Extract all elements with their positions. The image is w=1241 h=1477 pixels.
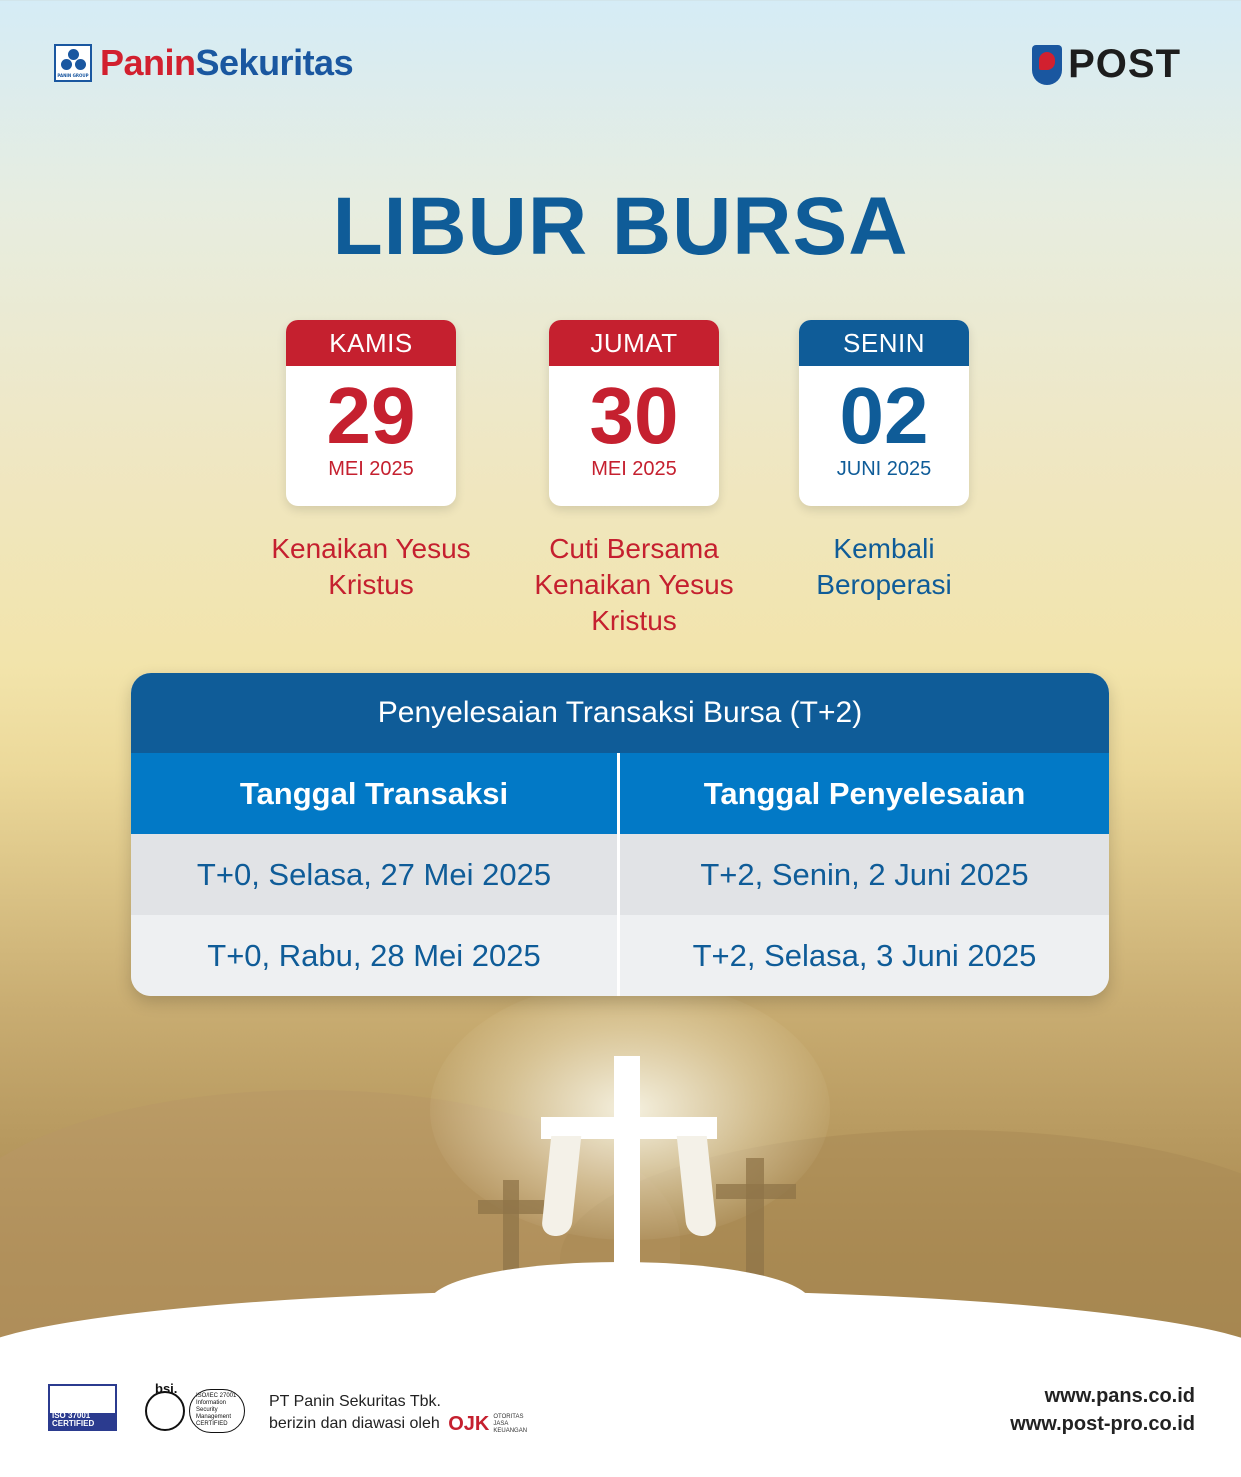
calendar-date: 29 — [326, 371, 416, 460]
calendar-card-kamis — [286, 320, 456, 506]
panin-sekuritas-logo — [54, 44, 353, 82]
company-name: PT Panin Sekuritas Tbk. — [269, 1393, 441, 1410]
calendar-card-senin — [799, 320, 969, 506]
iso-badge-line2: CERTIFIED — [52, 1419, 95, 1428]
table-header-cell: Tanggal Transaksi — [131, 753, 620, 834]
table-row — [131, 834, 1109, 915]
calendar-month: MEI 2025 — [591, 458, 677, 480]
post-shield-icon — [1032, 45, 1062, 85]
table-cell: T+0, Rabu, 28 Mei 2025 — [131, 915, 620, 996]
calendar-day: SENIN — [799, 320, 969, 366]
calendar-card-jumat — [549, 320, 719, 506]
table-header-row — [131, 753, 1109, 834]
bsi-pill-text: ISO/IEC 27001 Information Security Management CERTIFIED — [189, 1389, 245, 1433]
calendar-month: JUNI 2025 — [836, 458, 932, 480]
small-cross-right-icon — [746, 1158, 764, 1288]
settlement-table — [131, 673, 1109, 996]
cross-icon — [614, 1056, 640, 1286]
table-header-cell: Tanggal Penyelesaian — [620, 753, 1109, 834]
panin-wordmark — [100, 42, 353, 84]
calendar-date: 30 — [589, 371, 679, 460]
small-cross-left-bar — [478, 1200, 544, 1214]
website-links — [1010, 1382, 1195, 1438]
table-cell: T+2, Selasa, 3 Juni 2025 — [620, 915, 1109, 996]
post-logo — [1032, 42, 1181, 87]
bsi-certification-icon — [145, 1383, 245, 1433]
table-cell: T+0, Selasa, 27 Mei 2025 — [131, 834, 620, 915]
company-statement — [269, 1391, 533, 1435]
panin-mark-caption: PANIN GROUP — [57, 73, 89, 78]
table-row — [131, 915, 1109, 996]
small-cross-right-bar — [716, 1184, 796, 1199]
ojk-mark: OJK — [448, 1413, 490, 1435]
iso-badge-line1: ISO 37001 — [52, 1411, 91, 1420]
table-title: Penyelesaian Transaksi Bursa (T+2) — [131, 673, 1109, 753]
iso-37001-badge-icon — [48, 1384, 117, 1431]
ojk-small-text: OTORITAS JASA KEUANGAN — [493, 1413, 528, 1434]
calendar-caption: Cuti Bersama Kenaikan Yesus Kristus — [534, 533, 734, 636]
url-post-pro[interactable]: www.post-pro.co.id — [1010, 1413, 1195, 1435]
url-pans[interactable]: www.pans.co.id — [1044, 1385, 1195, 1407]
calendar-month: MEI 2025 — [328, 458, 414, 480]
post-wordmark: POST — [1068, 42, 1181, 86]
sekuritas-word: Sekuritas — [195, 42, 354, 83]
page-title: LIBUR BURSA — [332, 181, 909, 272]
calendar-day: JUMAT — [549, 320, 719, 366]
calendar-caption: Kembali Beroperasi — [816, 533, 952, 600]
bsi-word: bsi. — [155, 1381, 178, 1396]
calendar-day: KAMIS — [286, 320, 456, 366]
calendar-date: 02 — [839, 371, 929, 460]
panin-word: Panin — [100, 42, 196, 83]
supervision-text: berizin dan diawasi oleh — [269, 1415, 440, 1433]
ojk-logo-icon — [448, 1413, 533, 1435]
table-cell: T+2, Senin, 2 Juni 2025 — [620, 834, 1109, 915]
panin-group-mark-icon — [54, 44, 92, 82]
cloud-puff — [430, 1262, 810, 1342]
calendar-caption: Kenaikan Yesus Kristus — [271, 533, 471, 600]
